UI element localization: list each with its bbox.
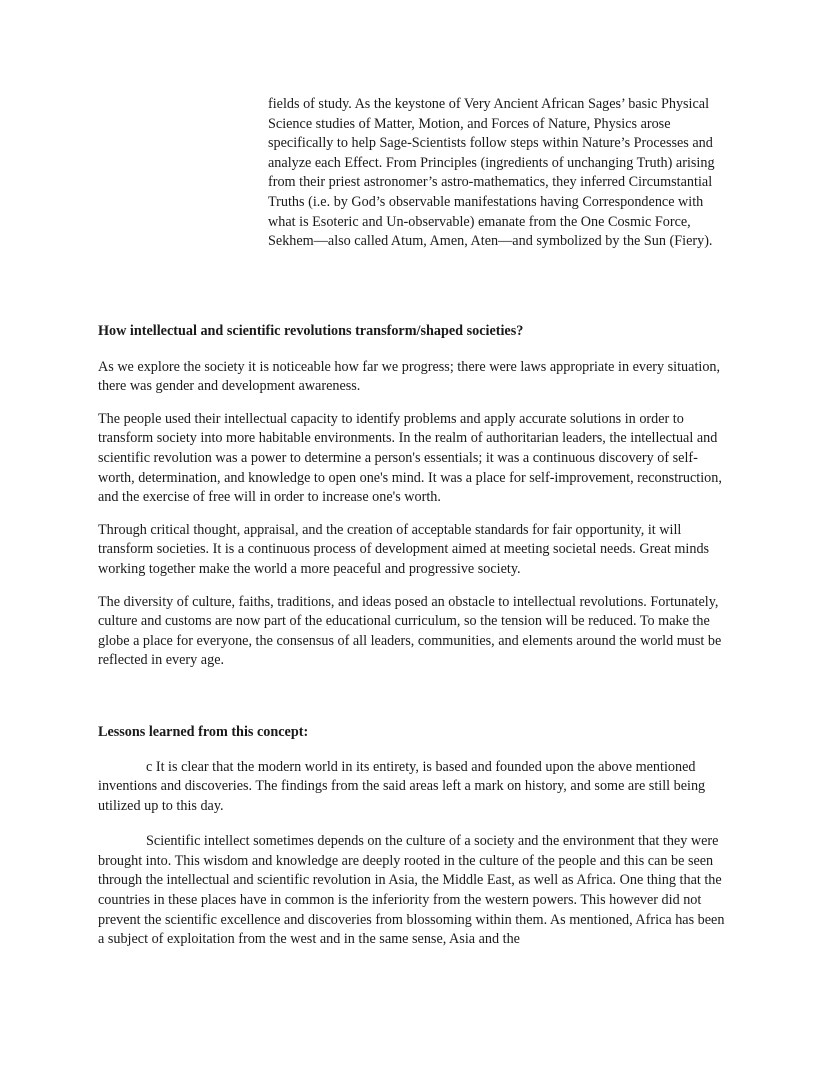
- paragraph: Through critical thought, appraisal, and the creation of acceptable standards for fair opportunity, it will transform societies. It is a continuous process of development aimed at meeting societal needs. Great minds working together make the world a more peaceful and progressive society.: [98, 521, 710, 577]
- paragraph: The people used their intellectual capacity to identify problems and apply accurate solutions in order to transform society into more habitable environments. In the realm of authoritarian leaders, the intellectual and scientific revolution was a power to determine a person's essentials; it was a continuous discovery of self-worth, determination, and knowledge to open one's mind. It was a place for self-improvement, reconstruction, and the exercise of free will in order to increase one's worth.: [98, 410, 722, 506]
- section-heading-revolutions: How intellectual and scientific revolutions transform/shaped societies?: [98, 323, 524, 339]
- paragraph: c It is clear that the modern world in its entirety, is based and founded upon the above mentioned inventions and discoveries. The findings from the said areas left a mark on history, and some are still being utilized up to this day.: [98, 758, 706, 814]
- document-body: [98, 322, 734, 966]
- paragraph: The diversity of culture, faiths, traditions, and ideas posed an obstacle to intellectual revolutions. Fortunately, culture and customs are now part of the educational curriculum, so the tension will be reduced. To make the globe a place for everyone, the consensus of all leaders, communities, and elements around the world must be reflected in every age.: [98, 593, 722, 669]
- paragraph: Scientific intellect sometimes depends on the culture of a society and the environment that they were brought into. This wisdom and knowledge are deeply rooted in the culture of the people and this can be seen through the intellectual and scientific revolution in Asia, the Middle East, as well as Africa. One thing that the countries in these places have in common is the inferiority from the western powers. This however did not prevent the scientific excellence and discoveries from blossoming within them. As mentioned, Africa has been a subject of exploitation from the west and in the same sense, Asia and the: [98, 833, 725, 948]
- section-heading-lessons: Lessons learned from this concept:: [98, 723, 309, 740]
- block-quote: fields of study. As the keystone of Very Ancient African Sages’ basic Physical Science studies of Matter, Motion, and Forces of Nature, Physics arose specifically to help Sage-Scientists follow steps within Nature’s Processes and analyze each Effect. From Principles (ingredients of unchanging Truth) arising from their priest astronomer’s astro-mathematics, they inferred Circumstantial Truths (i.e. by God’s observable manifestations having Correspondence with what is Esoteric and Un-observable) emanate from the One Cosmic Force, Sekhem—also called Atum, Amen, Aten—and symbolized by the Sun (Fiery).: [268, 96, 715, 250]
- paragraph: As we explore the society it is noticeable how far we progress; there were laws appropriate in every situation, there was gender and development awareness.: [98, 358, 721, 395]
